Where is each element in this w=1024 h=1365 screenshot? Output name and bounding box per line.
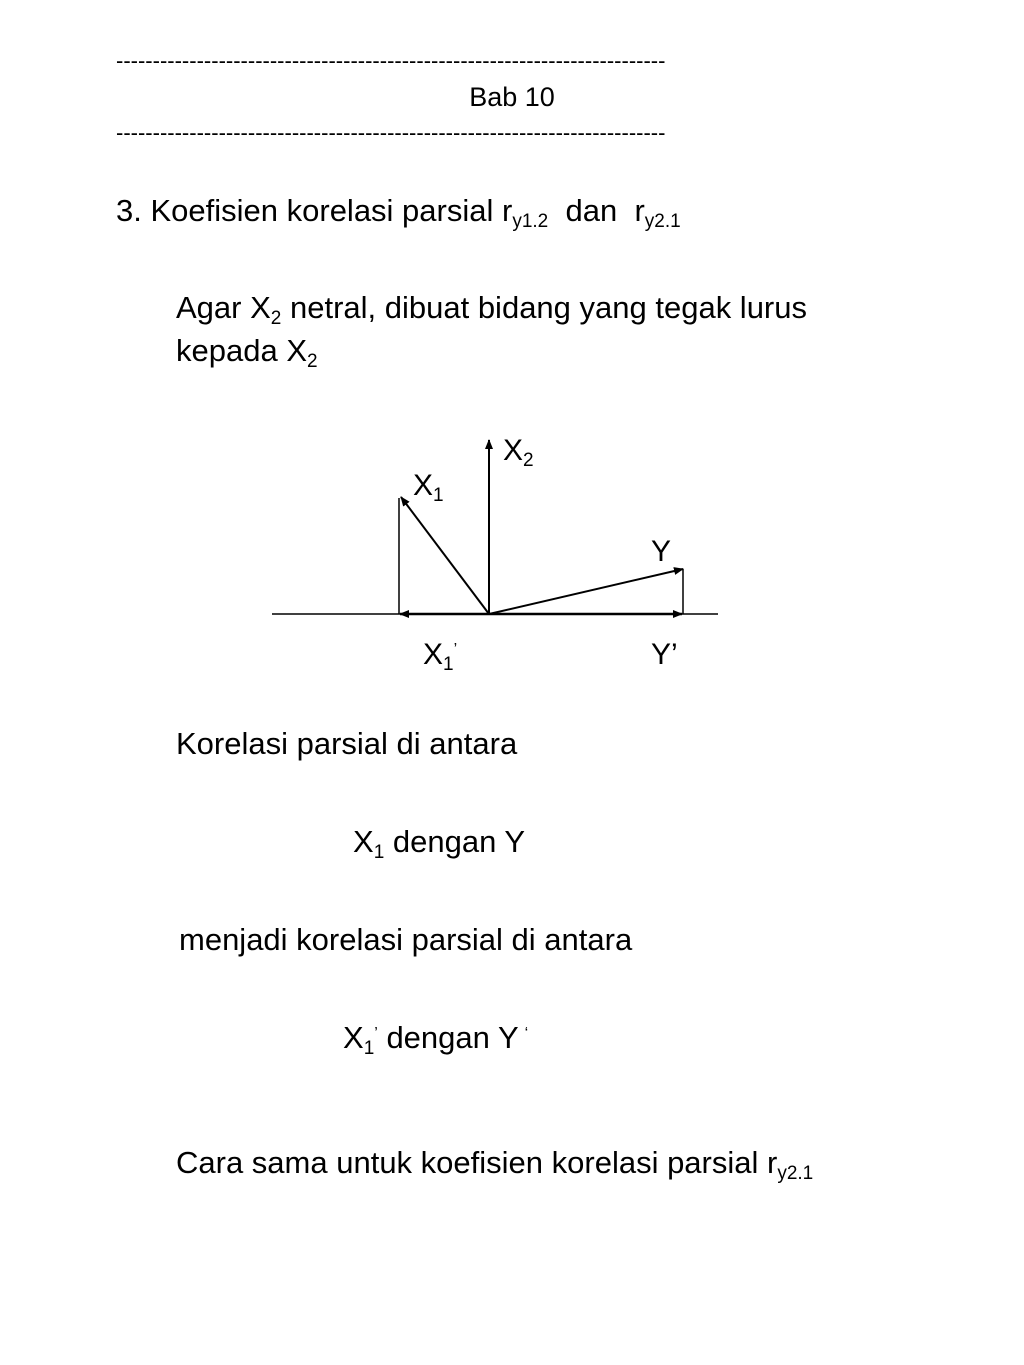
pair-2 bbox=[343, 1020, 529, 1059]
subscript-y12: y1.2 bbox=[512, 211, 549, 232]
label-x1p-text: X bbox=[423, 638, 444, 671]
subscript-y21: y2.1 bbox=[644, 211, 681, 232]
label-x1-sub: 1 bbox=[433, 485, 444, 506]
section-conjunction: dan bbox=[565, 193, 618, 228]
intro-subscript: 2 bbox=[270, 308, 282, 329]
intro-subscript-2: 2 bbox=[307, 351, 318, 372]
pair2-sub: 1 bbox=[363, 1038, 375, 1059]
y-vector-arrow bbox=[489, 569, 683, 614]
x1-vector-arrow bbox=[401, 497, 489, 614]
pair1-rest: dengan Y bbox=[384, 824, 526, 859]
label-y-prime: Y’ bbox=[651, 638, 678, 671]
section-r: r bbox=[634, 193, 645, 228]
label-x2-sub: 2 bbox=[523, 450, 534, 471]
pair2-prime-2: ‘ bbox=[524, 1025, 529, 1042]
pair1-x: X bbox=[353, 824, 374, 859]
pair1-sub: 1 bbox=[373, 842, 385, 863]
section-number: 3. bbox=[116, 193, 142, 228]
chapter-title: Bab 10 bbox=[469, 82, 555, 112]
label-x1p-sub: 1 bbox=[443, 654, 454, 675]
intro-text-c: kepada X bbox=[176, 333, 307, 368]
label-x1-prime bbox=[423, 638, 458, 675]
header-dashes-bottom: --------------------------------------------------------------------------- bbox=[116, 120, 666, 145]
body-line-2: menjadi korelasi parsial di antara bbox=[179, 922, 633, 957]
section-title: Koefisien korelasi parsial r bbox=[150, 193, 513, 228]
pair-1 bbox=[353, 824, 526, 863]
closing-text: Cara sama untuk koefisien korelasi parsial r bbox=[176, 1145, 778, 1180]
header-dashes-top: --------------------------------------------------------------------------- bbox=[116, 48, 666, 73]
label-x1-text: X bbox=[413, 469, 434, 502]
body-line-1: Korelasi parsial di antara bbox=[176, 726, 518, 761]
label-y: Y bbox=[651, 535, 672, 568]
label-x2 bbox=[503, 434, 534, 471]
label-x1 bbox=[413, 469, 444, 506]
intro-text-b: netral, dibuat bidang yang tegak lurus bbox=[281, 290, 807, 325]
closing-sub: y2.1 bbox=[777, 1163, 814, 1184]
label-x2-text: X bbox=[503, 434, 524, 467]
pair2-x: X bbox=[343, 1020, 364, 1055]
pair2-prime: ’ bbox=[374, 1025, 378, 1042]
pair2-rest: dengan Y bbox=[377, 1020, 519, 1055]
closing-line bbox=[176, 1145, 814, 1184]
label-x1p-prime: ’ bbox=[453, 641, 458, 658]
intro-text-a: Agar X bbox=[176, 290, 271, 325]
